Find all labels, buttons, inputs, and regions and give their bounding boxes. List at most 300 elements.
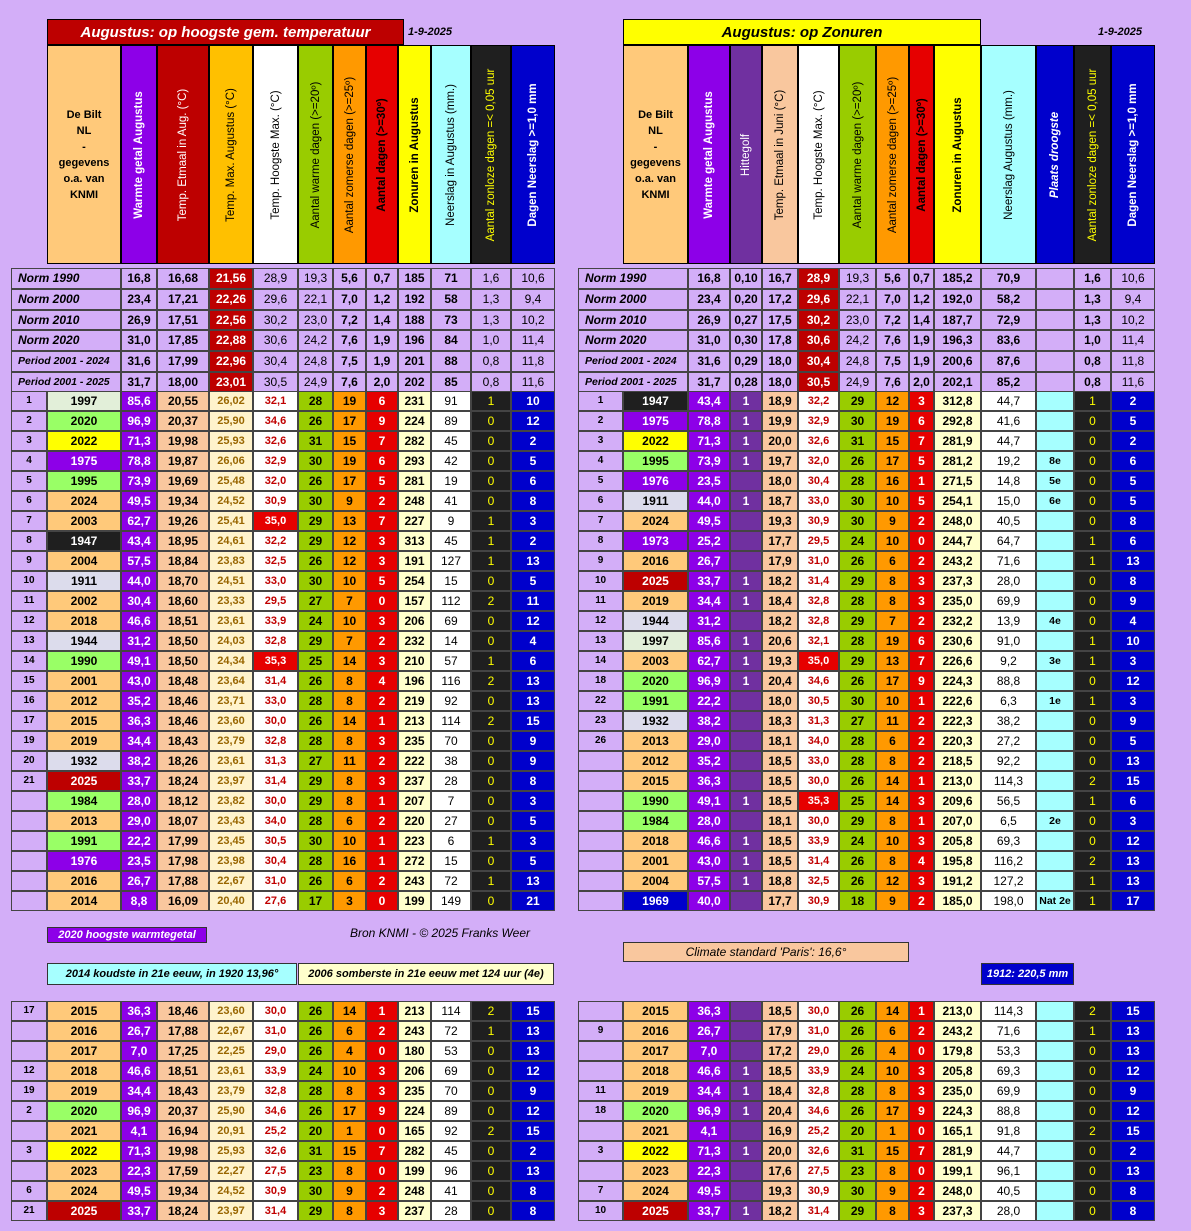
left-rows-cell: 49,1 [121,651,157,671]
right-rows-cell: 2 [909,751,934,771]
left-norm_rows-label: Norm 2010 [11,310,121,331]
left-norm-cell: 21,56 [209,268,253,289]
left-bottom_rows-cell: 25,93 [209,1141,253,1161]
left-rows-cell: 2003 [47,511,121,531]
left-rows-cell: 11 [511,591,555,611]
right-rows-cell: 32,8 [798,591,839,611]
right-rows-cell: 13 [1111,551,1155,571]
left-rows-cell: 232 [398,631,431,651]
right-rows-cell: 1997 [623,631,688,651]
right-norm-cell: 17,2 [762,289,798,310]
right-rows-cell: 2 [909,611,934,631]
left-norm-cell: 58 [431,289,471,310]
left-bottom_rows-cell: 0 [366,1161,398,1181]
right-bottom_rows-cell: 2024 [623,1181,688,1201]
left-bottom_rows-cell: 18,46 [157,1001,209,1021]
right-bottom_rows-cell: 26 [839,1101,876,1121]
left-rows-cell: 1 [471,651,511,671]
left-rows-cell: 3 [511,791,555,811]
left-rows-cell: 23,61 [209,751,253,771]
left-rows-cell: 45 [431,431,471,451]
right-rows-cell: 12 [876,391,909,411]
right-rows-cell: 9,2 [981,651,1036,671]
right-norm-cell: 16,8 [688,268,730,289]
left-rows-cell: 30,4 [121,591,157,611]
right-bottom_rows-cell: 0 [1074,1141,1111,1161]
right-norm-cell: 83,6 [981,330,1036,351]
right-norm-cell: 16,7 [762,268,798,289]
right-bottom_rows-cell: 34,6 [798,1101,839,1121]
right-rows-cell [730,531,762,551]
left-rows-cell: 12 [333,551,366,571]
left-norm-cell: 10,2 [511,310,555,331]
right-rows-cell: 18,5 [762,751,798,771]
right-header-label-8: Zonuren in Augustus [951,96,964,213]
right-bottom_rows-cell: 19,3 [762,1181,798,1201]
left-rows-cell: 0 [471,451,511,471]
right-rows-cell: 226,6 [934,651,981,671]
right-rows-cell: 26 [839,551,876,571]
left-bottom_rows-cell: 0 [471,1201,511,1221]
right-bottom_rows-cell: 13 [1111,1161,1155,1181]
right-rows-cell: 3 [909,791,934,811]
left-rows-cell: 222 [398,751,431,771]
right-rows-cell: 195,8 [934,851,981,871]
left-rows-cell: 7 [366,431,398,451]
left-rows-cell: 5 [511,571,555,591]
right-rows-cell: 19,2 [981,451,1036,471]
right-norm-cell [1036,330,1074,351]
left-rows-cell: 30 [298,571,333,591]
left-rows-cell: 57,5 [121,551,157,571]
right-rows-cell: 25,2 [688,531,730,551]
left-rows-cell: 18,50 [157,651,209,671]
right-rows-cell: 209,6 [934,791,981,811]
left-rows-cell: 2 [11,411,47,431]
right-bottom_rows-cell: 9 [876,1181,909,1201]
right-rows-cell: 24 [839,831,876,851]
left-rows-cell: 19 [431,471,471,491]
left-bottom_rows-cell: 243 [398,1021,431,1041]
left-rows-cell: 2 [471,711,511,731]
right-rows-cell [578,891,623,911]
left-header-label-3: Temp. Max. Augustus (°C) [225,87,237,222]
right-bottom_rows-cell: 33,7 [688,1201,730,1221]
left-rows-cell: 6 [511,651,555,671]
left-title: Augustus: op hoogste gem. temperatuur [47,19,404,45]
left-rows-cell: 3 [511,831,555,851]
right-bottom_rows-cell: 1 [730,1201,762,1221]
left-bottom_rows-cell: 9 [511,1081,555,1101]
left-rows-cell: 18,07 [157,811,209,831]
right-bottom_rows-cell [730,1161,762,1181]
right-rows-cell: 32,8 [798,611,839,631]
right-bottom_rows-cell [1036,1201,1074,1221]
right-rows-cell: 24 [839,531,876,551]
right-rows-cell: 64,7 [981,531,1036,551]
right-rows-cell: 3 [909,391,934,411]
right-norm-cell: 0,8 [1074,351,1111,372]
right-bottom_rows-cell [1036,1001,1074,1021]
right-bottom_rows-cell [1036,1021,1074,1041]
right-rows-cell: 29 [839,651,876,671]
right-rows-cell: 18,1 [762,731,798,751]
right-bottom_rows-cell: 33,9 [798,1061,839,1081]
right-rows-cell: 69,9 [981,591,1036,611]
left-bottom_rows-cell: 31 [298,1141,333,1161]
right-rows-cell: 191,2 [934,871,981,891]
left-rows-cell: 1 [471,831,511,851]
right-rows-cell [1036,511,1074,531]
right-norm-cell: 5,6 [876,268,909,289]
right-header-9 [981,45,1036,264]
right-rows-cell: 28 [839,731,876,751]
left-rows-cell: 13 [511,871,555,891]
right-rows-cell: 34,6 [798,671,839,691]
right-rows-cell: 18,4 [762,591,798,611]
right-rows-cell: 18,5 [762,831,798,851]
left-rows-cell: 19 [11,731,47,751]
right-rows-cell: 3 [909,871,934,891]
left-bottom_rows-cell: 71,3 [121,1141,157,1161]
left-rows-cell: 17 [11,711,47,731]
left-norm-cell: 17,85 [157,330,209,351]
left-rows-cell: 5 [366,571,398,591]
right-rows-cell [730,811,762,831]
left-norm-cell: 29,6 [253,289,298,310]
right-rows-cell: 32,0 [798,451,839,471]
left-rows-cell: 22,67 [209,871,253,891]
left-rows-cell: 281 [398,471,431,491]
left-rows-cell: 2002 [47,591,121,611]
right-rows-cell: 17,7 [762,531,798,551]
left-rows-cell: 19,69 [157,471,209,491]
right-rows-cell: 10 [876,531,909,551]
left-rows-cell: 42 [431,451,471,471]
right-bottom_rows-cell [730,1181,762,1201]
left-rows-cell: 9 [11,551,47,571]
right-norm-cell [1036,289,1074,310]
left-rows-cell: 35,2 [121,691,157,711]
right-norm-cell: 72,9 [981,310,1036,331]
right-bottom_rows-cell: 2017 [623,1041,688,1061]
right-rows-cell: 3 [1111,691,1155,711]
left-rows-cell: 1984 [47,791,121,811]
right-bottom_rows-cell: 2 [909,1181,934,1201]
right-bottom_rows-cell: 2019 [623,1081,688,1101]
left-rows-cell: 8 [333,731,366,751]
right-bottom_rows-cell: 0 [1074,1101,1111,1121]
right-rows-cell: 0 [1074,811,1111,831]
right-rows-cell: 1 [730,591,762,611]
right-rows-cell: 5 [1111,491,1155,511]
right-rows-cell: 57,5 [688,871,730,891]
left-rows-cell: 3 [366,611,398,631]
right-bottom_rows-cell: 2018 [623,1061,688,1081]
right-bottom_rows-cell: 24 [839,1061,876,1081]
left-rows-cell: 23,79 [209,731,253,751]
right-norm-cell: 26,9 [688,310,730,331]
right-rows-cell: 23,5 [688,471,730,491]
right-header-3 [762,45,798,264]
left-bottom_rows-cell: 213 [398,1001,431,1021]
note-climate: Climate standard 'Paris': 16,6° [623,942,909,962]
right-rows-cell: 27 [839,711,876,731]
right-rows-cell: 44,7 [981,431,1036,451]
right-rows-cell: 0 [1074,671,1111,691]
left-bottom_rows-cell: 26 [298,1041,333,1061]
right-bottom_rows-cell: 0 [909,1161,934,1181]
right-rows-cell: 18,5 [762,771,798,791]
right-rows-cell: 28 [839,471,876,491]
right-bottom_rows-cell: 213,0 [934,1001,981,1021]
right-norm-cell: 202,1 [934,372,981,393]
right-rows-cell: 218,5 [934,751,981,771]
left-bottom_rows-cell: 180 [398,1041,431,1061]
right-rows-cell: 281,9 [934,431,981,451]
right-rows-cell [578,751,623,771]
left-rows-cell: 28,0 [121,791,157,811]
left-rows-cell: 2015 [47,711,121,731]
left-bottom_rows-cell: 26 [298,1021,333,1041]
left-bottom_rows-cell: 2024 [47,1181,121,1201]
left-rows-cell: 14 [431,631,471,651]
left-rows-cell: 4 [11,451,47,471]
left-rows-cell: 27,6 [253,891,298,911]
right-norm-cell: 192,0 [934,289,981,310]
right-header-4 [798,45,839,264]
left-rows-cell: 32,2 [253,531,298,551]
left-rows-cell: 91 [431,391,471,411]
left-bottom_rows-cell: 69 [431,1061,471,1081]
right-rows-cell: 13 [1111,751,1155,771]
left-bottom_rows-cell: 9 [366,1101,398,1121]
right-rows-cell [1036,791,1074,811]
right-rows-cell: 271,5 [934,471,981,491]
right-rows-cell: 35,2 [688,751,730,771]
right-rows-cell: 0 [1074,831,1111,851]
left-bottom_rows-cell [11,1041,47,1061]
left-rows-cell: 38,2 [121,751,157,771]
left-norm-cell: 1,4 [366,310,398,331]
right-norm-cell: 22,1 [839,289,876,310]
left-rows-cell: 18,26 [157,751,209,771]
left-norm-cell: 9,4 [511,289,555,310]
right-rows-cell: 92,2 [981,751,1036,771]
right-norm_rows-label: Norm 1990 [578,268,688,289]
right-norm-cell: 29,6 [798,289,839,310]
left-bottom_rows-cell: 165 [398,1121,431,1141]
left-rows-cell: 1 [366,791,398,811]
left-rows-cell: 32,9 [253,451,298,471]
right-norm-cell: 31,7 [688,372,730,393]
right-rows-cell: 14 [578,651,623,671]
left-rows-cell: 2013 [47,811,121,831]
left-norm-cell: 26,9 [121,310,157,331]
right-bottom_rows-cell: 199,1 [934,1161,981,1181]
left-rows-cell: 7 [366,511,398,531]
right-norm-cell: 30,2 [798,310,839,331]
right-bottom_rows-cell: 17,6 [762,1161,798,1181]
left-rows-cell: 23,33 [209,591,253,611]
left-rows-cell: 0 [471,771,511,791]
left-bottom_rows-cell [11,1021,47,1041]
left-rows-cell: 1975 [47,451,121,471]
right-rows-cell: 36,3 [688,771,730,791]
left-rows-cell: 15 [333,431,366,451]
right-rows-cell: 224,3 [934,671,981,691]
right-rows-cell: 1 [1074,531,1111,551]
left-rows-cell: 96,9 [121,411,157,431]
right-header-0 [623,45,688,264]
right-bottom_rows-cell: 1 [909,1001,934,1021]
left-bottom_rows-cell: 0 [471,1041,511,1061]
left-rows-cell: 20 [11,751,47,771]
left-bottom_rows-cell: 20,91 [209,1121,253,1141]
right-rows-cell: 30,0 [798,811,839,831]
left-rows-cell: 35,3 [253,651,298,671]
right-bottom_rows-cell: 32,6 [798,1141,839,1161]
right-rows-cell: 1976 [623,471,688,491]
left-norm-cell: 22,88 [209,330,253,351]
left-rows-cell: 16 [11,691,47,711]
right-rows-cell: 1995 [623,451,688,471]
left-bottom_rows-cell: 6 [11,1181,47,1201]
left-norm-cell: 17,99 [157,351,209,372]
left-rows-cell: 9 [511,731,555,751]
left-rows-cell: 4 [511,631,555,651]
left-rows-cell: 227 [398,511,431,531]
left-rows-cell: 293 [398,451,431,471]
left-bottom_rows-cell: 8 [333,1161,366,1181]
left-rows-cell: 23,45 [209,831,253,851]
left-rows-cell: 23,60 [209,711,253,731]
right-rows-cell: 18,3 [762,711,798,731]
right-bottom_rows-cell [1036,1181,1074,1201]
left-rows-cell: 18,70 [157,571,209,591]
right-rows-cell [1036,711,1074,731]
right-norm-cell: 1,2 [909,289,934,310]
right-rows-cell: 44,0 [688,491,730,511]
right-bottom_rows-cell: 31,0 [798,1021,839,1041]
right-rows-cell: 2e [1036,811,1074,831]
left-norm-cell: 1,9 [366,330,398,351]
right-bottom_rows-cell: 9 [578,1021,623,1041]
right-rows-cell: 0 [1074,431,1111,451]
right-rows-cell: 1 [730,491,762,511]
right-rows-cell: 254,1 [934,491,981,511]
right-rows-cell: 1 [1074,691,1111,711]
left-rows-cell: 10 [511,391,555,411]
right-bottom_rows-cell: 20,4 [762,1101,798,1121]
right-rows-cell: 0 [1074,711,1111,731]
left-norm-cell: 88 [431,351,471,372]
left-rows-cell: 72 [431,871,471,891]
left-rows-cell: 28 [298,851,333,871]
left-bottom_rows-cell [11,1121,47,1141]
right-rows-cell: 34,0 [798,731,839,751]
right-rows-cell: 7 [876,611,909,631]
left-rows-cell: 2 [471,591,511,611]
left-rows-cell: 32,5 [253,551,298,571]
right-bottom_rows-cell: 2025 [623,1201,688,1221]
left-bottom_rows-cell: 13 [511,1161,555,1181]
right-norm-cell: 11,8 [1111,351,1155,372]
left-header-label-7: Aantal dagen (>=30º) [376,97,388,212]
right-rows-cell: 13,9 [981,611,1036,631]
left-bottom_rows-cell: 22,25 [209,1041,253,1061]
left-rows-cell: 17,88 [157,871,209,891]
left-rows-cell: 62,7 [121,511,157,531]
right-rows-cell: 1 [1074,391,1111,411]
left-rows-cell: 10 [333,571,366,591]
left-bottom_rows-cell: 53 [431,1041,471,1061]
left-rows-cell: 19,98 [157,431,209,451]
right-bottom_rows-cell: 14 [876,1001,909,1021]
left-bottom_rows-cell: 1 [366,1001,398,1021]
right-norm-cell: 1,6 [1074,268,1111,289]
left-rows-cell: 1991 [47,831,121,851]
left-header-6 [333,45,366,264]
left-rows-cell: 32,8 [253,631,298,651]
right-rows-cell: 2 [909,731,934,751]
left-rows-cell: 31,0 [253,871,298,891]
left-rows-cell: 8 [333,691,366,711]
right-bottom_rows-cell: 17,9 [762,1021,798,1041]
left-rows-cell: 29,0 [121,811,157,831]
left-bottom_rows-cell: 30,9 [253,1181,298,1201]
left-header-0 [47,45,121,264]
left-bottom_rows-cell: 24,52 [209,1181,253,1201]
right-rows-cell: 91,0 [981,631,1036,651]
right-rows-cell: 1 [730,851,762,871]
right-rows-cell: 69,3 [981,831,1036,851]
right-rows-cell: 1 [1074,631,1111,651]
left-rows-cell: 0 [471,691,511,711]
left-rows-cell: 1 [366,851,398,871]
left-bottom_rows-cell: 12 [11,1061,47,1081]
right-rows-cell: 9 [1111,591,1155,611]
right-rows-cell [730,511,762,531]
right-bottom_rows-cell: 34,4 [688,1081,730,1101]
left-rows-cell: 1947 [47,531,121,551]
left-rows-cell: 1 [471,871,511,891]
right-bottom_rows-cell: 8 [876,1161,909,1181]
right-rows-cell: 78,8 [688,411,730,431]
left-norm_rows-label: Period 2001 - 2024 [11,351,121,372]
right-norm-cell [1036,351,1074,372]
right-bottom_rows-cell: 96,9 [688,1101,730,1121]
left-rows-cell: 26 [298,711,333,731]
right-norm-cell: 7,6 [876,372,909,393]
left-norm-cell: 85 [431,372,471,393]
left-rows-cell: 23,71 [209,691,253,711]
right-bottom_rows-cell: 17,2 [762,1041,798,1061]
right-header-label-11: Aantal zonloze dagen =< 0,05 uur [1086,68,1099,241]
left-rows-cell: 20,37 [157,411,209,431]
left-rows-cell: 28 [298,731,333,751]
left-bottom_rows-cell: 13 [511,1041,555,1061]
right-bottom_rows-cell: 28 [839,1081,876,1101]
left-bottom_rows-cell: 8 [511,1181,555,1201]
right-rows-cell [578,811,623,831]
left-rows-cell: 1932 [47,751,121,771]
right-rows-cell: 56,5 [981,791,1036,811]
left-bottom_rows-cell: 17,59 [157,1161,209,1181]
right-rows-cell: 49,5 [688,511,730,531]
right-bottom_rows-cell: 27,5 [798,1161,839,1181]
left-rows-cell: 18,12 [157,791,209,811]
